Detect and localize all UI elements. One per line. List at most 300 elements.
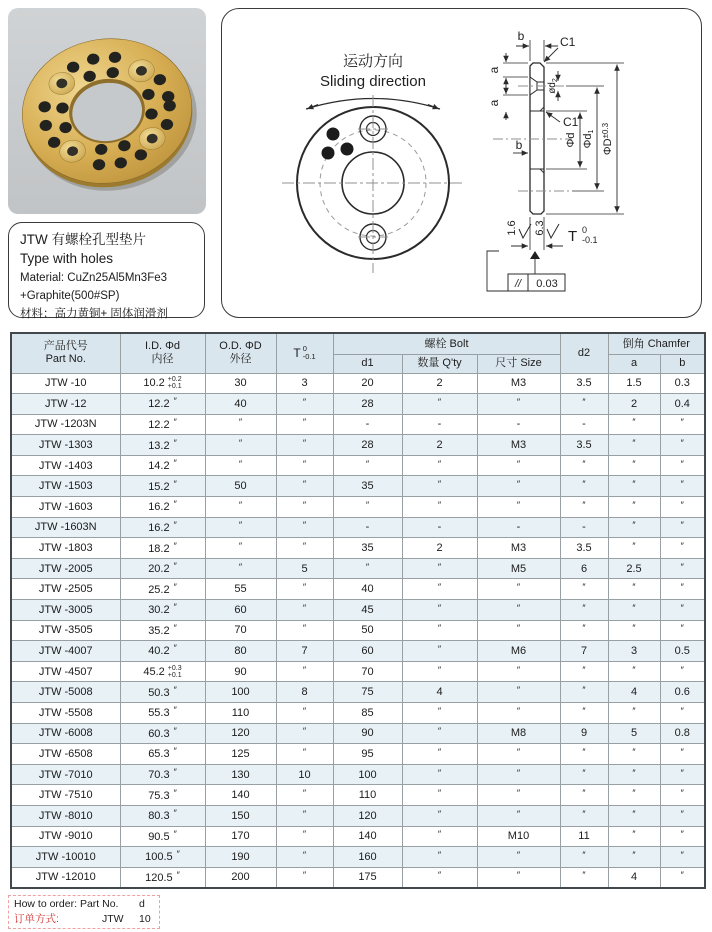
table-cell: M10 [477,826,560,847]
product-photo-image [8,8,206,214]
table-cell: 50 [205,476,276,497]
table-cell: ″ [560,600,608,621]
table-cell: JTW -12 [11,394,120,415]
table-cell: 35 [333,476,402,497]
table-cell: ″ [276,476,333,497]
table-cell: ″ [477,847,560,868]
table-cell: JTW -2505 [11,579,120,600]
table-cell: 90.5 ″ [120,826,205,847]
order-label-en: How to order: Part No. [14,898,119,910]
col-header-size: 尺寸 Size [477,354,560,373]
table-cell: 140 [333,826,402,847]
table-cell: 120 [205,723,276,744]
table-cell: JTW -4007 [11,641,120,662]
table-cell: 25.2 ″ [120,579,205,600]
table-cell: ″ [333,497,402,518]
table-cell: ″ [660,455,705,476]
table-cell: JTW -1603N [11,517,120,538]
parallelism-callout [487,251,565,291]
table-cell: ″ [276,600,333,621]
table-cell: 2 [402,373,477,394]
dim-b-top: b [517,29,525,43]
table-cell: ″ [660,785,705,806]
table-cell: ″ [402,805,477,826]
table-cell: ″ [276,517,333,538]
table-cell: 12.2 ″ [120,394,205,415]
material-line-2: +Graphite(500#SP) [20,290,120,302]
dim-a-top: a [487,66,501,74]
table-cell: ″ [276,661,333,682]
table-cell: JTW -1303 [11,435,120,456]
table-cell: 65.3 ″ [120,744,205,765]
table-cell: ″ [477,867,560,888]
table-cell: 60.3 ″ [120,723,205,744]
order-line-1 [14,897,159,912]
table-row [11,847,705,868]
table-cell: 8 [276,682,333,703]
table-cell: ″ [608,435,660,456]
table-cell: ″ [205,558,276,579]
thickness-tol-bot: -0.1 [582,235,598,245]
parts-table [10,332,706,889]
table-cell: 45 [333,600,402,621]
table-cell: ″ [402,661,477,682]
table-cell: ″ [333,455,402,476]
table-cell: ″ [477,764,560,785]
table-cell: ″ [608,620,660,641]
centerlines [282,95,465,273]
table-cell: 90 [205,661,276,682]
table-cell: 70.3 ″ [120,764,205,785]
table-cell: 35 [333,538,402,559]
table-row [11,805,705,826]
table-cell: ″ [477,620,560,641]
product-title-zh: JTW 有螺栓孔型垫片 [20,232,146,247]
table-cell: ″ [560,703,608,724]
product-title-en: Type with holes [20,251,114,266]
table-cell: 14.2 ″ [120,455,205,476]
table-cell: ″ [276,826,333,847]
dim-c1-mid: C1 [563,115,579,129]
table-cell: ″ [276,538,333,559]
table-cell: ″ [608,476,660,497]
table-cell: ″ [402,620,477,641]
table-cell: ″ [205,414,276,435]
table-cell: JTW -1403 [11,455,120,476]
table-cell: - [477,517,560,538]
col-header-chamfer-a: a [608,354,660,373]
how-to-order-box [8,895,160,929]
thickness-label: T [568,228,578,245]
table-cell: 4 [402,682,477,703]
table-row [11,620,705,641]
table-cell: ″ [276,455,333,476]
table-cell: 70 [205,620,276,641]
table-cell: JTW -1203N [11,414,120,435]
table-cell: 20.2 ″ [120,558,205,579]
table-row [11,661,705,682]
table-cell: JTW -4507 [11,661,120,682]
table-cell: JTW -1603 [11,497,120,518]
table-cell: 10.2 +0.2 +0.1 [120,373,205,394]
table-cell: ″ [660,497,705,518]
table-cell: ″ [477,703,560,724]
order-dim-value: 10 [139,913,151,925]
table-cell: JTW -1803 [11,538,120,559]
table-cell: JTW -5008 [11,682,120,703]
table-cell: ″ [608,414,660,435]
table-cell: 60 [333,641,402,662]
table-cell: ″ [660,435,705,456]
table-cell: ″ [402,826,477,847]
table-row [11,641,705,662]
col-header-bolt: 螺栓 Bolt [333,333,560,354]
table-cell: 18.2 ″ [120,538,205,559]
table-cell: M3 [477,373,560,394]
table-cell: - [333,517,402,538]
table-cell: 15.2 ″ [120,476,205,497]
table-cell: ″ [608,517,660,538]
table-cell: 120 [333,805,402,826]
table-cell: 80 [205,641,276,662]
table-cell: 120.5 ″ [120,867,205,888]
table-cell: ″ [660,517,705,538]
table-row [11,723,705,744]
table-cell: 3.5 [560,435,608,456]
table-cell: 0.4 [660,394,705,415]
table-cell: M5 [477,558,560,579]
table-cell: ″ [660,558,705,579]
table-cell: ″ [276,497,333,518]
table-cell: ″ [660,764,705,785]
table-cell: ″ [276,394,333,415]
table-cell: ″ [402,497,477,518]
table-cell: ″ [560,497,608,518]
table-cell: ″ [608,703,660,724]
table-cell: 110 [205,703,276,724]
table-cell: ″ [477,785,560,806]
table-cell: 150 [205,805,276,826]
table-cell: 0.5 [660,641,705,662]
material-line-3: 材料：高力黄铜+ 固体润滑剂 [20,308,168,320]
table-cell: - [560,517,608,538]
table-cell: ″ [660,826,705,847]
table-cell: 3 [608,641,660,662]
table-cell: 200 [205,867,276,888]
table-cell: JTW -9010 [11,826,120,847]
table-cell: 4 [608,682,660,703]
dim-phi-D: $\Phi D^{\pm 0.3}$ [601,122,614,156]
table-cell: ″ [560,867,608,888]
col-header-id: I.D. Φd 内径 [120,333,205,373]
dim-phi-d: Φd [565,132,577,148]
table-cell: ″ [402,703,477,724]
sliding-direction-label-zh: 运动方向 [342,53,404,70]
table-cell: ″ [477,805,560,826]
table-cell: 4 [608,867,660,888]
table-cell: M8 [477,723,560,744]
table-cell: 20 [333,373,402,394]
table-cell: ″ [560,682,608,703]
dim-c1-top: C1 [560,35,576,49]
table-cell: ″ [477,497,560,518]
table-cell: ″ [477,661,560,682]
table-cell: ″ [477,600,560,621]
table-cell: ″ [560,847,608,868]
table-cell: M3 [477,538,560,559]
table-cell: 160 [333,847,402,868]
table-cell: 175 [333,867,402,888]
table-cell: - [477,414,560,435]
table-cell: ″ [276,579,333,600]
table-cell: 7 [560,641,608,662]
table-cell: ″ [402,723,477,744]
table-cell: 100 [333,764,402,785]
table-cell: 1.5 [608,373,660,394]
table-row [11,764,705,785]
table-cell: ″ [660,744,705,765]
table-cell: 30 [205,373,276,394]
table-cell: JTW -7010 [11,764,120,785]
table-cell: 0.8 [660,723,705,744]
table-cell: 0.6 [660,682,705,703]
table-cell: ″ [402,785,477,806]
table-cell: ″ [477,394,560,415]
table-cell: ″ [205,455,276,476]
table-row [11,600,705,621]
table-cell: M3 [477,435,560,456]
table-cell: ″ [205,497,276,518]
table-cell: ″ [205,435,276,456]
col-header-thickness: T 0 -0.1 [276,333,333,373]
table-cell: ″ [660,847,705,868]
table-cell: ″ [276,847,333,868]
table-cell: ″ [276,435,333,456]
material-line-1: Material: CuZn25Al5Mn3Fe3 [20,272,168,284]
table-cell: ″ [402,744,477,765]
table-cell: ″ [560,620,608,641]
table-cell: ″ [608,579,660,600]
table-cell: JTW -12010 [11,867,120,888]
table-cell: JTW -8010 [11,805,120,826]
table-cell: 2.5 [608,558,660,579]
table-cell: 11 [560,826,608,847]
table-cell: ″ [276,805,333,826]
table-cell: ″ [477,579,560,600]
table-cell: 95 [333,744,402,765]
table-cell: 5 [608,723,660,744]
table-row [11,455,705,476]
table-row [11,373,705,394]
table-row [11,826,705,847]
table-cell: ″ [608,744,660,765]
table-cell: ″ [608,764,660,785]
table-cell: ″ [608,661,660,682]
table-cell: 6 [560,558,608,579]
table-cell: 40 [333,579,402,600]
order-dim-symbol: d [139,898,145,910]
table-cell: ″ [660,600,705,621]
table-cell: 60 [205,600,276,621]
table-cell: ″ [402,641,477,662]
technical-drawing-box [221,8,702,318]
table-cell: 3 [276,373,333,394]
table-cell: ″ [402,847,477,868]
table-cell: 40.2 ″ [120,641,205,662]
table-cell: ″ [477,682,560,703]
front-view-drawing [282,53,465,273]
table-cell: 5 [276,558,333,579]
dim-d2: $ød_2$ [547,78,559,94]
table-cell: 0.3 [660,373,705,394]
table-cell: 125 [205,744,276,765]
table-cell: - [402,517,477,538]
table-cell: ″ [560,579,608,600]
table-cell: ″ [608,600,660,621]
table-cell: - [333,414,402,435]
table-cell: ″ [660,579,705,600]
table-cell: JTW -10010 [11,847,120,868]
table-cell: JTW -7510 [11,785,120,806]
col-header-d1: d1 [333,354,402,373]
table-row [11,435,705,456]
table-cell: 130 [205,764,276,785]
table-cell: 85 [333,703,402,724]
table-cell: 3.5 [560,538,608,559]
table-cell: ″ [477,744,560,765]
table-cell: 80.3 ″ [120,805,205,826]
table-cell: ″ [402,558,477,579]
col-header-d2: d2 [560,333,608,373]
table-cell: 30.2 ″ [120,600,205,621]
table-cell: 45.2 +0.3 +0.1 [120,661,205,682]
table-cell: 7 [276,641,333,662]
col-header-od: O.D. ΦD 外径 [205,333,276,373]
table-cell: ″ [608,538,660,559]
table-cell: - [402,414,477,435]
section-view-drawing [487,29,624,291]
table-cell: JTW -3005 [11,600,120,621]
roughness-6-3: 6.3 [534,220,546,236]
table-cell: ″ [608,847,660,868]
table-row [11,414,705,435]
table-row [11,394,705,415]
table-cell: 50.3 ″ [120,682,205,703]
table-cell: ″ [402,600,477,621]
table-cell: 2 [402,538,477,559]
table-cell: ″ [660,476,705,497]
table-cell: 28 [333,394,402,415]
sliding-direction-label-en: Sliding direction [320,73,426,90]
table-row [11,517,705,538]
roughness-symbol-left [519,224,531,238]
table-cell: 90 [333,723,402,744]
table-cell: ″ [660,805,705,826]
table-cell: ″ [276,785,333,806]
table-cell: M6 [477,641,560,662]
table-cell: ″ [560,394,608,415]
parallelism-value: 0.03 [536,278,558,290]
table-cell: 35.2 ″ [120,620,205,641]
table-cell: ″ [608,455,660,476]
table-cell: JTW -2005 [11,558,120,579]
table-row [11,682,705,703]
table-cell: ″ [560,455,608,476]
table-cell: ″ [660,414,705,435]
table-cell: ″ [402,764,477,785]
table-cell: JTW -6508 [11,744,120,765]
table-cell: ″ [560,785,608,806]
order-line-2 [14,912,159,927]
table-cell: JTW -6008 [11,723,120,744]
dim-phi-d1: Φd1 [582,129,595,149]
table-row [11,497,705,518]
table-row [11,579,705,600]
table-cell: ″ [276,867,333,888]
table-cell: ″ [660,867,705,888]
table-cell: JTW -1503 [11,476,120,497]
table-cell: 12.2 ″ [120,414,205,435]
table-cell: ″ [477,476,560,497]
table-cell: ″ [608,785,660,806]
table-row [11,785,705,806]
roughness-symbol-right [547,224,559,238]
table-cell: ″ [333,558,402,579]
table-cell: ″ [276,620,333,641]
table-row [11,703,705,724]
table-cell: ″ [402,455,477,476]
table-cell: ″ [402,476,477,497]
table-cell: 9 [560,723,608,744]
table-cell: ″ [276,703,333,724]
table-cell: ″ [660,620,705,641]
product-description-box [8,222,205,318]
table-cell: 100 [205,682,276,703]
col-header-qty: 数量 Q'ty [402,354,477,373]
table-cell: ″ [608,497,660,518]
table-cell: 16.2 ″ [120,497,205,518]
table-cell: ″ [560,661,608,682]
table-cell: 55.3 ″ [120,703,205,724]
table-cell: ″ [660,538,705,559]
thickness-tol-top: 0 [582,225,588,235]
dim-b-mid: b [515,138,523,152]
table-cell: 40 [205,394,276,415]
table-cell: ″ [560,476,608,497]
table-cell: JTW -5508 [11,703,120,724]
table-cell: ″ [276,414,333,435]
table-cell: JTW -3505 [11,620,120,641]
table-cell: ″ [660,703,705,724]
product-photo [8,8,206,214]
table-cell: 100.5 ″ [120,847,205,868]
table-cell: ″ [276,723,333,744]
table-row [11,744,705,765]
table-cell: 3.5 [560,373,608,394]
table-cell: ″ [276,744,333,765]
table-cell: ″ [560,744,608,765]
table-cell: 28 [333,435,402,456]
table-cell: 55 [205,579,276,600]
table-cell: ″ [402,867,477,888]
table-cell: 2 [402,435,477,456]
dim-a-mid: a [487,99,501,107]
table-row [11,558,705,579]
table-cell: 75.3 ″ [120,785,205,806]
table-cell: ″ [608,805,660,826]
col-header-part-no: 产品代号 Part No. [11,333,120,373]
table-cell: 50 [333,620,402,641]
